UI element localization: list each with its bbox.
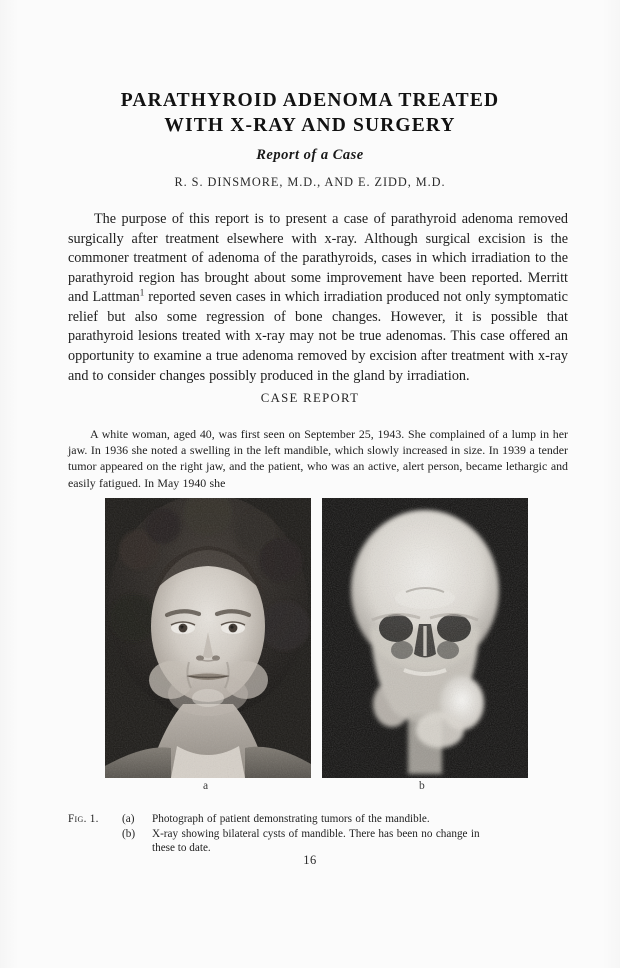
figure-plate-a-photograph xyxy=(105,498,311,778)
page-title-line-2: WITH X-RAY AND SURGERY xyxy=(164,115,456,136)
page-title-line-1: PARATHYROID ADENOMA TREATED xyxy=(120,90,500,111)
article-subtitle: Report of a Case xyxy=(256,147,364,163)
caption-text-b: X-ray showing bilateral cysts of mandible. There has been no change in xyxy=(152,827,480,840)
patient-photograph-image xyxy=(105,498,311,778)
lead-paragraph-part2: reported seven cases in which irradiation produced not only symptomatic relief but also some regression of bone changes. However, it is possible that parathyroid lesions treated with x-ray may not be true adenomas. This case offered an opportunity to examine a true adenoma removed by excision after treatment with x-ray and to consider changes possibly produced in the gland by irradiation. xyxy=(68,289,568,384)
caption-figure-number: Fig. 1. xyxy=(68,813,99,825)
figure-plate-b-xray xyxy=(322,498,528,778)
title-block xyxy=(0,88,620,190)
lead-paragraph xyxy=(68,210,568,386)
plate-b-letter: b xyxy=(419,780,425,792)
caption-letter-a: (a) xyxy=(122,813,135,825)
lead-paragraph-part1: The purpose of this report is to present a case of parathyroid adenoma removed surgically after treatment elsewhere with x-ray. Although surgical excision is the commoner treatment of adenoma of the parathyroids, cases in which irradiation to the parathyroid region has brought about some improvement have been reported. Merritt and Lattman xyxy=(68,211,568,306)
figure-caption xyxy=(68,812,568,856)
page-number: 16 xyxy=(303,853,317,867)
footnote-marker: 1 xyxy=(139,287,145,298)
caption-row-a xyxy=(68,812,568,827)
figure-plate-labels xyxy=(105,780,528,798)
caption-text-a: Photograph of patient demonstrating tumors of the mandible. xyxy=(152,813,430,825)
figure-1 xyxy=(105,498,528,778)
section-heading-case-report: CASE REPORT xyxy=(260,391,360,405)
caption-row-b xyxy=(68,827,568,842)
skull-xray-image xyxy=(322,498,528,778)
plate-a-letter: a xyxy=(203,780,209,792)
caption-text-b-continued: these to date. xyxy=(152,842,211,855)
caption-letter-b: (b) xyxy=(122,827,136,840)
author-byline: R. S. DINSMORE, M.D., AND E. ZIDD, M.D. xyxy=(174,175,446,189)
case-report-paragraph: A white woman, aged 40, was first seen on September 25, 1943. She complained of a lump in her jaw. In 1936 she noted a swelling in the left mandible, which slowly increased in size. In 1939 a tender tumor appeared on the right jaw, and the patient, who was an active, alert person, became lethargic and easily fatigued. In May 1940 she xyxy=(68,426,568,490)
